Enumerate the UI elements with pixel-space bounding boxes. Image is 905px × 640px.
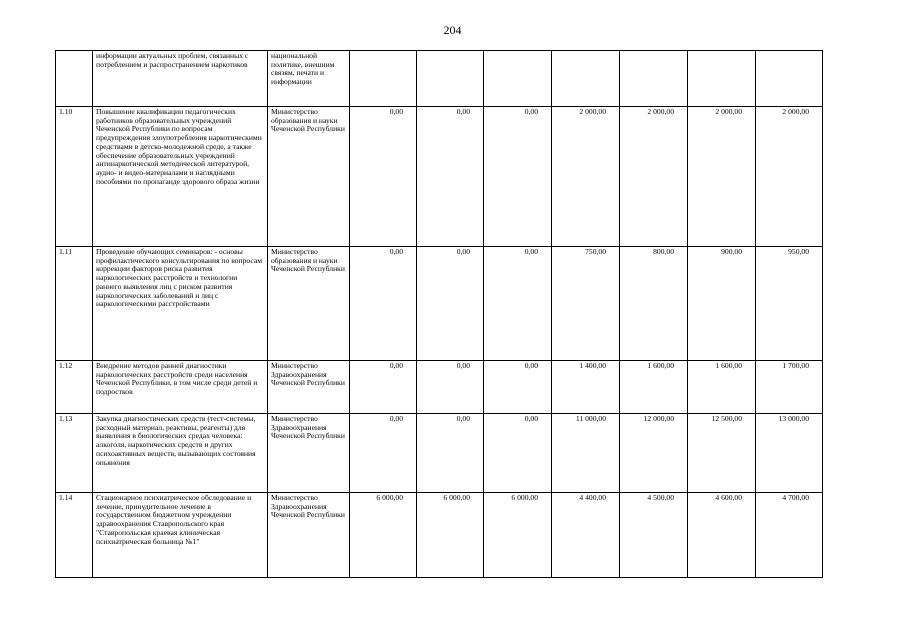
funding-amount-value: 0,00 bbox=[389, 247, 403, 256]
funding-amount-value: 2 000,00 bbox=[579, 107, 606, 116]
activity-description-cell: Повышение квалификации педагогических работников образовательных учреждений Чеченской Республики по вопросам предупреждения злоупотребления наркотическими средствами в детско-молодежной среде, а также обеспечение образовательных учреждений антинаркотической методической литературой, аудио- и видео-материалами и наглядными пособиями по пропаганде здорового образа жизни bbox=[93, 107, 268, 247]
funding-amount-cell bbox=[756, 51, 823, 107]
funding-amount-cell bbox=[417, 51, 484, 107]
activity-description-cell: Проведение обучающих семинаров: - основы профилактического консультирования по вопросам коррекции факторов риска развития наркологических расстройств и технологии раннего выявления лиц с риском развития наркологических заболеваний и лиц с наркологическими расстройствами bbox=[93, 247, 268, 361]
funding-amount-cell bbox=[484, 51, 552, 107]
funding-amount-value: 4 600,00 bbox=[715, 493, 742, 502]
funding-amount-cell bbox=[417, 107, 484, 247]
funding-amount-cell bbox=[756, 493, 823, 578]
funding-amount-value: 4 700,00 bbox=[782, 493, 809, 502]
funding-amount-cell bbox=[484, 493, 552, 578]
funding-amount-value: 0,00 bbox=[456, 414, 470, 423]
funding-amount-value: 6 000,00 bbox=[443, 493, 470, 502]
funding-amount-cell bbox=[552, 493, 620, 578]
funding-amount-cell bbox=[620, 493, 688, 578]
funding-amount-value: 12 000,00 bbox=[643, 414, 674, 423]
funding-amount-cell bbox=[552, 51, 620, 107]
funding-amount-value: 0,00 bbox=[389, 107, 403, 116]
funding-amount-cell bbox=[756, 361, 823, 414]
funding-amount-value: 0,00 bbox=[456, 247, 470, 256]
funding-amount-value: 0,00 bbox=[524, 414, 538, 423]
funding-amount-value: 950,00 bbox=[788, 247, 809, 256]
funding-amount-cell bbox=[552, 361, 620, 414]
funding-amount-cell bbox=[620, 247, 688, 361]
row-number-cell: 1.14 bbox=[56, 493, 93, 578]
funding-amount-cell bbox=[350, 493, 417, 578]
funding-amount-cell bbox=[620, 107, 688, 247]
funding-amount-value: 0,00 bbox=[524, 247, 538, 256]
page-number: 204 bbox=[443, 23, 462, 37]
activity-description-cell: Внедрение методов ранней диагностики наркологических расстройств среди населения Чеченской Республики, в том числе среди детей и подростков bbox=[93, 361, 268, 414]
funding-amount-value: 2 000,00 bbox=[647, 107, 674, 116]
row-number-cell bbox=[56, 51, 93, 107]
funding-amount-value: 0,00 bbox=[456, 361, 470, 370]
funding-amount-cell bbox=[417, 493, 484, 578]
funding-amount-cell bbox=[620, 51, 688, 107]
funding-amount-cell bbox=[756, 247, 823, 361]
funding-amount-value: 4 500,00 bbox=[647, 493, 674, 502]
funding-amount-value: 1 700,00 bbox=[782, 361, 809, 370]
executor-cell: Министерство образования и науки Чеченской Республики bbox=[268, 107, 350, 247]
funding-amount-value: 6 000,00 bbox=[376, 493, 403, 502]
funding-amount-value: 2 000,00 bbox=[715, 107, 742, 116]
executor-cell: Министерство Здравоохранения Чеченской Республики bbox=[268, 414, 350, 493]
funding-amount-cell bbox=[620, 414, 688, 493]
funding-amount-cell bbox=[688, 361, 756, 414]
funding-amount-value: 11 000,00 bbox=[575, 414, 606, 423]
funding-amount-value: 1 600,00 bbox=[715, 361, 742, 370]
activity-description-cell: Стационарное психиатрическое обследование и лечение, принудительное лечение в государственном бюджетном учреждении здравоохранения Ставропольского края "Ставропольская краевая клиническая психиатрическая больница №1" bbox=[93, 493, 268, 578]
funding-amount-value: 900,00 bbox=[721, 247, 742, 256]
program-activities-table bbox=[55, 50, 823, 578]
funding-amount-cell bbox=[688, 107, 756, 247]
funding-amount-value: 0,00 bbox=[524, 107, 538, 116]
funding-amount-cell bbox=[350, 361, 417, 414]
funding-amount-cell bbox=[350, 51, 417, 107]
table-row bbox=[56, 414, 823, 493]
funding-amount-value: 4 400,00 bbox=[579, 493, 606, 502]
funding-amount-cell bbox=[620, 361, 688, 414]
row-number-cell: 1.10 bbox=[56, 107, 93, 247]
funding-amount-cell bbox=[688, 493, 756, 578]
table-row bbox=[56, 107, 823, 247]
funding-amount-value: 1 400,00 bbox=[579, 361, 606, 370]
funding-amount-cell bbox=[756, 414, 823, 493]
funding-amount-value: 1 600,00 bbox=[647, 361, 674, 370]
funding-amount-cell bbox=[552, 247, 620, 361]
funding-amount-cell bbox=[688, 247, 756, 361]
funding-amount-cell bbox=[484, 414, 552, 493]
funding-amount-value: 0,00 bbox=[456, 107, 470, 116]
funding-amount-value: 750,00 bbox=[585, 247, 606, 256]
row-number-cell: 1.13 bbox=[56, 414, 93, 493]
funding-amount-value: 13 000,00 bbox=[778, 414, 809, 423]
row-number-cell: 1.11 bbox=[56, 247, 93, 361]
funding-amount-value: 0,00 bbox=[389, 361, 403, 370]
funding-amount-cell bbox=[484, 361, 552, 414]
executor-cell: национальной политике, внешним связям, печати и информации bbox=[268, 51, 350, 107]
row-number-cell: 1.12 bbox=[56, 361, 93, 414]
activity-description-cell: Закупка диагностических средств (тест-системы, расходный материал, реактивы, реагенты) для выявления в биологических средах человека: алкоголя, наркотических средств и других психоактивных веществ, вызывающих состояния опьянения bbox=[93, 414, 268, 493]
funding-amount-cell bbox=[552, 414, 620, 493]
table-row bbox=[56, 493, 823, 578]
funding-amount-value: 2 000,00 bbox=[782, 107, 809, 116]
table-row bbox=[56, 51, 823, 107]
funding-amount-cell bbox=[552, 107, 620, 247]
table-row bbox=[56, 361, 823, 414]
funding-amount-cell bbox=[484, 247, 552, 361]
funding-amount-cell bbox=[688, 51, 756, 107]
funding-amount-value: 800,00 bbox=[653, 247, 674, 256]
table-row bbox=[56, 247, 823, 361]
funding-amount-value: 0,00 bbox=[524, 361, 538, 370]
funding-amount-value: 0,00 bbox=[389, 414, 403, 423]
funding-amount-cell bbox=[688, 414, 756, 493]
funding-amount-cell bbox=[350, 247, 417, 361]
executor-cell: Министерство Здравоохранения Чеченской Республики bbox=[268, 361, 350, 414]
table-body bbox=[56, 51, 823, 578]
funding-amount-cell bbox=[756, 107, 823, 247]
funding-amount-cell bbox=[350, 107, 417, 247]
executor-cell: Министерство образования и науки Чеченской Республики bbox=[268, 247, 350, 361]
funding-amount-cell bbox=[417, 247, 484, 361]
funding-amount-cell bbox=[417, 361, 484, 414]
executor-cell: Министерство Здравоохранения Чеченской Республики bbox=[268, 493, 350, 578]
funding-amount-cell bbox=[417, 414, 484, 493]
funding-amount-cell bbox=[350, 414, 417, 493]
funding-amount-value: 12 500,00 bbox=[711, 414, 742, 423]
funding-amount-cell bbox=[484, 107, 552, 247]
activity-description-cell: информации актуальных проблем, связанных с потреблением и распространением наркотиков bbox=[93, 51, 268, 107]
funding-amount-value: 6 000,00 bbox=[511, 493, 538, 502]
